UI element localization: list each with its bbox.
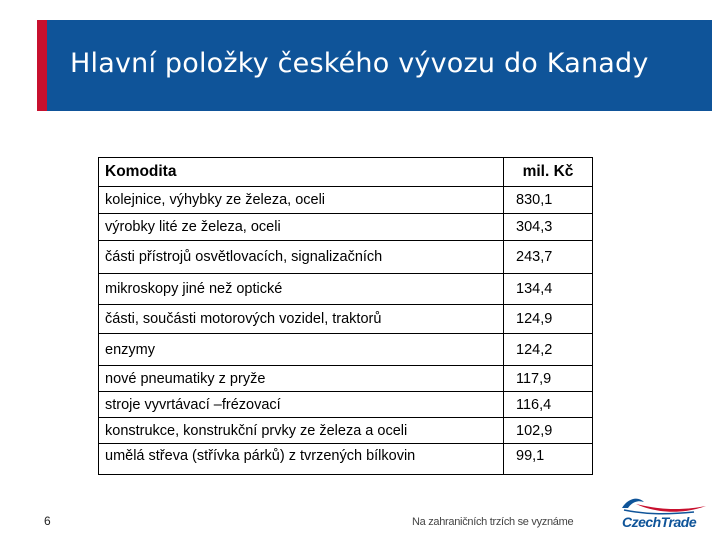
slide-title: Hlavní položky českého vývozu do Kanady bbox=[70, 48, 649, 79]
commodity-cell: výrobky lité ze železa, oceli bbox=[99, 214, 504, 241]
commodity-cell: části přístrojů osvětlovacích, signalizačních bbox=[99, 241, 504, 274]
header-commodity: Komodita bbox=[99, 158, 504, 187]
value-cell: 830,1 bbox=[504, 187, 593, 214]
czechtrade-logo bbox=[614, 494, 714, 534]
table-row bbox=[99, 214, 593, 241]
table-header-row bbox=[99, 158, 593, 187]
value-cell: 124,9 bbox=[504, 305, 593, 334]
commodity-cell: enzymy bbox=[99, 334, 504, 366]
value-cell: 117,9 bbox=[504, 366, 593, 392]
value-cell: 124,2 bbox=[504, 334, 593, 366]
table-row bbox=[99, 444, 593, 475]
table-row bbox=[99, 241, 593, 274]
commodity-cell: nové pneumatiky z pryže bbox=[99, 366, 504, 392]
commodity-cell: umělá střeva (střívka párků) z tvrzených bílkovin bbox=[99, 444, 504, 475]
page-number: 6 bbox=[44, 514, 51, 528]
table-row bbox=[99, 334, 593, 366]
value-cell: 116,4 bbox=[504, 392, 593, 418]
table-row bbox=[99, 305, 593, 334]
table-row bbox=[99, 418, 593, 444]
table-row bbox=[99, 187, 593, 214]
logo-text: CzechTrade bbox=[622, 514, 697, 530]
value-cell: 134,4 bbox=[504, 274, 593, 305]
export-table bbox=[98, 157, 593, 475]
title-accent-stripe bbox=[37, 20, 47, 111]
table-row bbox=[99, 392, 593, 418]
commodity-cell: stroje vyvrtávací –frézovací bbox=[99, 392, 504, 418]
logo-swoosh-icon bbox=[614, 494, 714, 516]
commodity-cell: kolejnice, výhybky ze železa, oceli bbox=[99, 187, 504, 214]
header-value: mil. Kč bbox=[504, 158, 593, 187]
value-cell: 304,3 bbox=[504, 214, 593, 241]
value-cell: 243,7 bbox=[504, 241, 593, 274]
commodity-cell: konstrukce, konstrukční prvky ze železa a oceli bbox=[99, 418, 504, 444]
commodity-cell: mikroskopy jiné než optické bbox=[99, 274, 504, 305]
value-cell: 99,1 bbox=[504, 444, 593, 475]
value-cell: 102,9 bbox=[504, 418, 593, 444]
commodity-cell: části, součásti motorových vozidel, traktorů bbox=[99, 305, 504, 334]
footer-slogan: Na zahraničních trzích se vyznáme bbox=[412, 516, 574, 528]
table-row bbox=[99, 274, 593, 305]
table-row bbox=[99, 366, 593, 392]
